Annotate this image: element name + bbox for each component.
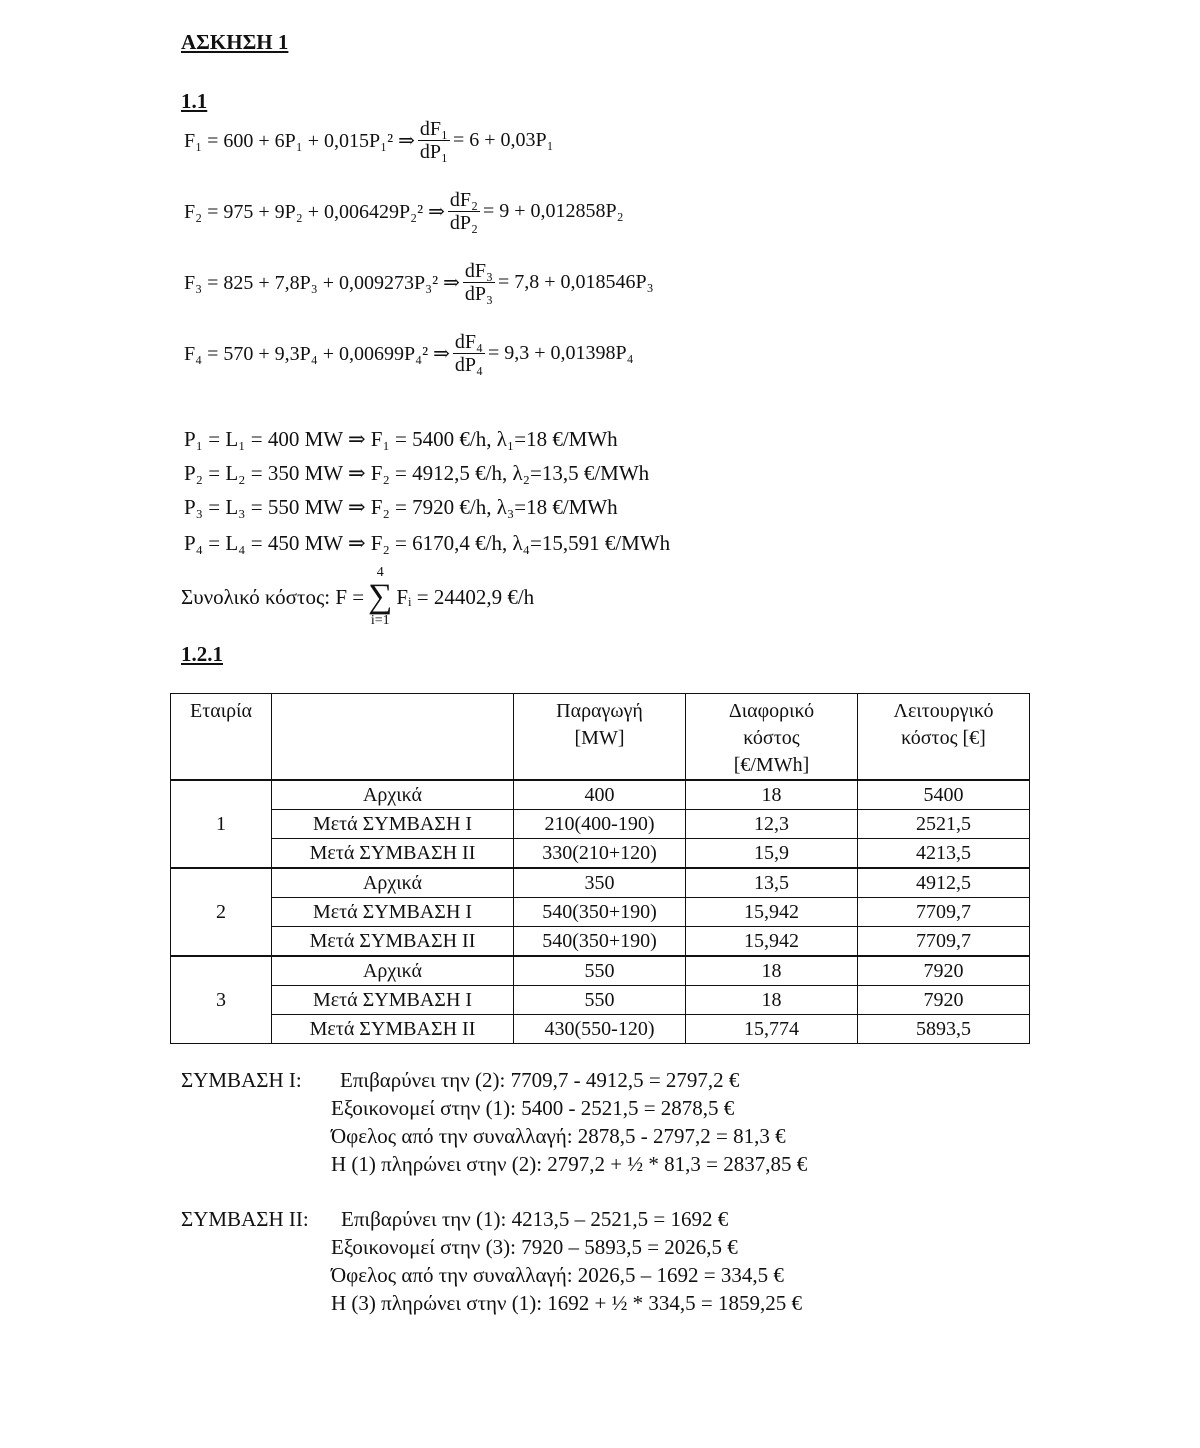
table-row (171, 839, 1030, 869)
marginal-cost-cell: 15,942 (686, 927, 858, 957)
equation-lhs: F₂ = 975 + 9P₂ + 0,006429P₂² ⇒ (184, 201, 445, 223)
document-title: ΑΣΚΗΣΗ 1 (181, 30, 289, 54)
operating-cost-cell: 5400 (858, 780, 1030, 810)
stage-cell: Μετά ΣΥΜΒΑΣΗ Ι (272, 898, 514, 927)
fraction-numerator: dF₃ (464, 260, 493, 282)
sum-lower-limit: i=1 (370, 613, 390, 628)
contract-1-line-1: Επιβαρύνει την (2): 7709,7 - 4912,5 = 2797,2 € (340, 1068, 740, 1092)
table-row (171, 927, 1030, 957)
operating-cost-cell: 2521,5 (858, 810, 1030, 839)
company-cell: 1 (171, 780, 272, 868)
fraction-denominator: dP₂ (449, 212, 478, 234)
equation-lhs: F₄ = 570 + 9,3P₄ + 0,00699P₄² ⇒ (184, 343, 450, 365)
operating-cost-cell: 7920 (858, 956, 1030, 986)
company-cell: 3 (171, 956, 272, 1044)
marginal-cost-cell: 12,3 (686, 810, 858, 839)
equation-rhs: = 9 + 0,012858P₂ (483, 200, 624, 222)
production-cell: 540(350+190) (514, 927, 686, 957)
fraction-denominator: dP₄ (454, 354, 483, 376)
marginal-cost-cell: 15,774 (686, 1015, 858, 1044)
operating-cost-cell: 7709,7 (858, 898, 1030, 927)
stage-cell: Μετά ΣΥΜΒΑΣΗ Ι (272, 986, 514, 1015)
total-cost-value: Fᵢ = 24402,9 €/h (396, 584, 535, 609)
stage-cell: Μετά ΣΥΜΒΑΣΗ ΙΙ (272, 1015, 514, 1044)
table-row (171, 810, 1030, 839)
equation-lhs: F₁ = 600 + 6P₁ + 0,015P₁² ⇒ (184, 130, 415, 152)
table-row (171, 1015, 1030, 1044)
operating-cost-cell: 5893,5 (858, 1015, 1030, 1044)
table-row (171, 868, 1030, 898)
fraction-denominator: dP₁ (419, 141, 448, 163)
stage-cell: Αρχικά (272, 868, 514, 898)
stage-cell: Μετά ΣΥΜΒΑΣΗ Ι (272, 810, 514, 839)
result-line-2: P₂ = L₂ = 350 MW ⇒ F₂ = 4912,5 €/h, λ₂=13,5 €/MWh (184, 461, 650, 485)
contract-2-label: ΣΥΜΒΑΣΗ ΙΙ: (181, 1207, 309, 1231)
stage-cell: Αρχικά (272, 956, 514, 986)
stage-cell: Μετά ΣΥΜΒΑΣΗ ΙΙ (272, 839, 514, 869)
summation (368, 566, 392, 628)
sigma-icon: ∑ (368, 578, 393, 615)
equation-rhs: = 7,8 + 0,018546P₃ (498, 271, 654, 293)
marginal-cost-cell: 15,9 (686, 839, 858, 869)
contract-1-line-4: Η (1) πληρώνει στην (2): 2797,2 + ½ * 81,3 = 2837,85 € (331, 1152, 808, 1176)
operating-cost-cell: 7709,7 (858, 927, 1030, 957)
contract-2-line-2: Εξοικονομεί στην (3): 7920 – 5893,5 = 2026,5 € (331, 1235, 738, 1259)
equation-1 (184, 118, 554, 163)
marginal-cost-cell: 13,5 (686, 868, 858, 898)
derivative-fraction (453, 331, 485, 376)
production-cell: 430(550-120) (514, 1015, 686, 1044)
fraction-numerator: dF₄ (454, 331, 483, 353)
production-cell: 350 (514, 868, 686, 898)
production-cell: 540(350+190) (514, 898, 686, 927)
production-cell: 210(400-190) (514, 810, 686, 839)
production-cell: 550 (514, 956, 686, 986)
result-line-3: P₃ = L₃ = 550 MW ⇒ F₂ = 7920 €/h, λ₃=18 €/MWh (184, 495, 618, 519)
section-heading-1-2-1: 1.2.1 (181, 642, 223, 666)
table-row (171, 898, 1030, 927)
equation-rhs: = 9,3 + 0,01398P₄ (488, 342, 634, 364)
total-cost (181, 566, 534, 628)
contract-2-line-1: Επιβαρύνει την (1): 4213,5 – 2521,5 = 1692 € (341, 1207, 729, 1231)
derivative-fraction (463, 260, 495, 305)
stage-cell: Αρχικά (272, 780, 514, 810)
column-header-production: Παραγωγή [MW] (514, 694, 686, 781)
operating-cost-cell: 4912,5 (858, 868, 1030, 898)
column-header-marginal-cost: Διαφορικό κόστος [€/MWh] (686, 694, 858, 781)
marginal-cost-cell: 18 (686, 780, 858, 810)
section-heading-1-1: 1.1 (181, 89, 208, 113)
table-header-row (171, 694, 1030, 781)
production-cell: 400 (514, 780, 686, 810)
production-cell: 330(210+120) (514, 839, 686, 869)
table-row (171, 986, 1030, 1015)
marginal-cost-cell: 15,942 (686, 898, 858, 927)
contract-2-line-4: Η (3) πληρώνει στην (1): 1692 + ½ * 334,5 = 1859,25 € (331, 1291, 802, 1315)
result-line-1: P₁ = L₁ = 400 MW ⇒ F₁ = 5400 €/h, λ₁=18 €/MWh (184, 427, 618, 451)
column-header-company: Εταιρία (171, 694, 272, 781)
marginal-cost-cell: 18 (686, 956, 858, 986)
operating-cost-cell: 4213,5 (858, 839, 1030, 869)
fraction-numerator: dF₁ (419, 118, 448, 140)
equation-2 (184, 189, 624, 234)
total-cost-label: Συνολικό κόστος: F = (181, 584, 365, 609)
result-line-4: P₄ = L₄ = 450 MW ⇒ F₂ = 6170,4 €/h, λ₄=15,591 €/MWh (184, 531, 671, 555)
derivative-fraction (448, 189, 480, 234)
production-cell: 550 (514, 986, 686, 1015)
table-row (171, 780, 1030, 810)
contract-1-line-2: Εξοικονομεί στην (1): 5400 - 2521,5 = 2878,5 € (331, 1096, 735, 1120)
equation-lhs: F₃ = 825 + 7,8P₃ + 0,009273P₃² ⇒ (184, 272, 460, 294)
column-header-stage (272, 694, 514, 781)
company-cell: 2 (171, 868, 272, 956)
equation-3 (184, 260, 654, 305)
equation-4 (184, 331, 634, 376)
contract-2-line-3: Όφελος από την συναλλαγή: 2026,5 – 1692 = 334,5 € (331, 1263, 784, 1287)
stage-cell: Μετά ΣΥΜΒΑΣΗ ΙΙ (272, 927, 514, 957)
table-row (171, 956, 1030, 986)
contract-1-label: ΣΥΜΒΑΣΗ Ι: (181, 1068, 302, 1092)
results-table (170, 693, 1030, 1044)
column-header-operating-cost: Λειτουργικό κόστος [€] (858, 694, 1030, 781)
sum-upper-limit: 4 (376, 565, 384, 580)
marginal-cost-cell: 18 (686, 986, 858, 1015)
fraction-numerator: dF₂ (449, 189, 478, 211)
derivative-fraction (418, 118, 450, 163)
operating-cost-cell: 7920 (858, 986, 1030, 1015)
contract-1-line-3: Όφελος από την συναλλαγή: 2878,5 - 2797,2 = 81,3 € (331, 1124, 786, 1148)
equation-rhs: = 6 + 0,03P₁ (453, 129, 554, 151)
fraction-denominator: dP₃ (464, 283, 493, 305)
